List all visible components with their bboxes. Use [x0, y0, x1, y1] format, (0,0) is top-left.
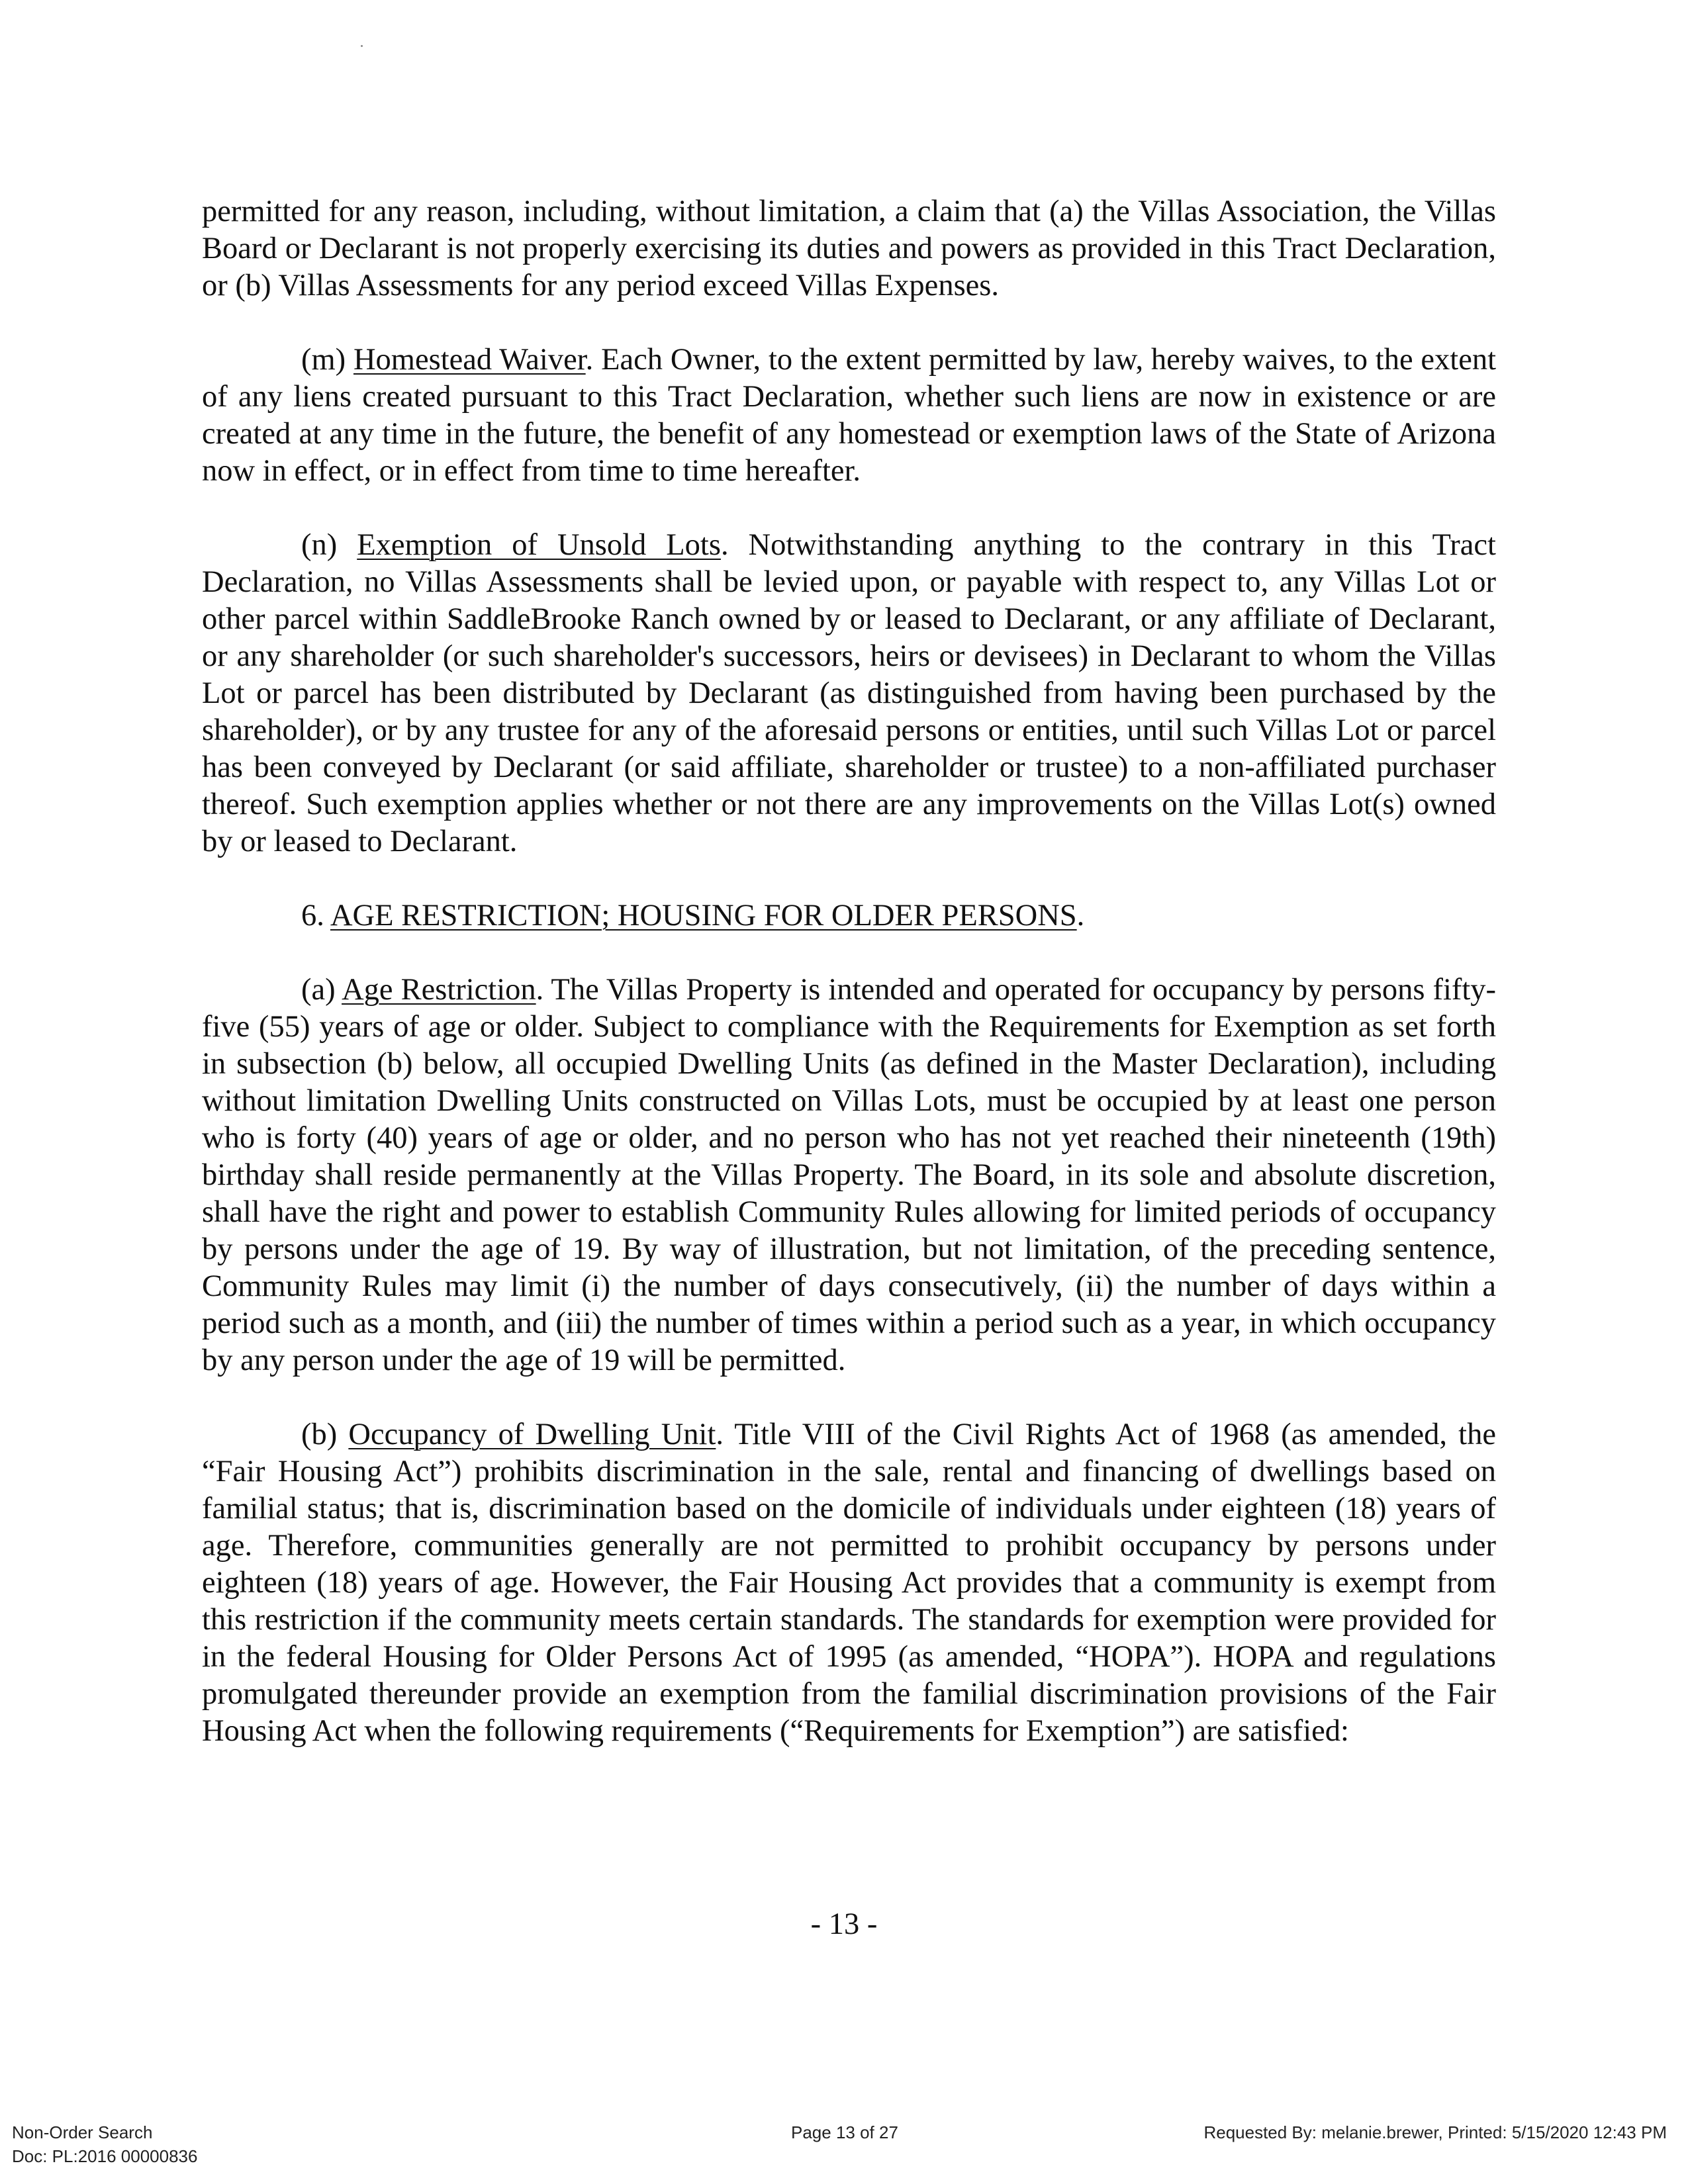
- paragraph-text: . Title VIII of the Civil Rights Act of 1968 (as amended, the “Fair Housing Act”) prohibits discrimination in the sale, rental and financing of dwellings based on familial status; that is, discrimination based on the domicile of individuals under eighteen (18) years of age. Therefore, communities generally are not permitted to prohibit occupancy by persons under eighteen (18) years of age. However, the Fair Housing Act provides that a community is exempt from this restriction if the community meets certain standards. The standards for exemption were provided for in the federal Housing for Older Persons Act of 1995 (as amended, “HOPA”). HOPA and regulations promulgated thereunder provide an exemption from the familial discrimination provisions of the Fair Housing Act when the following requirements (“Requirements for Exemption”) are satisfied:: [202, 1418, 1496, 1748]
- footer-requested-by: Requested By: melanie.brewer, Printed: 5/15/2020 12:43 PM: [1203, 2122, 1667, 2142]
- paragraph-exemption-unsold-lots: [202, 527, 1496, 860]
- paragraph-heading: Occupancy of Dwelling Unit: [348, 1418, 716, 1451]
- paragraph-gap: [202, 304, 1496, 341]
- paragraph-continuation: permitted for any reason, including, without limitation, a claim that (a) the Villas Association, the Villas Board or Declarant is not properly exercising its duties and powers as provided in this Tract Declaration, or (b) Villas Assessments for any period exceed Villas Expenses.: [202, 195, 1496, 302]
- paragraph-text: . Each Owner, to the extent permitted by law, hereby waives, to the extent of any liens created pursuant to this Tract Declaration, whether such liens are now in existence or are created at any time in the future, the benefit of any homestead or exemption laws of the State of Arizona now in effect, or in effect from time to time hereafter.: [202, 343, 1497, 488]
- paragraph-heading: Exemption of Unsold Lots: [357, 528, 721, 562]
- paragraph-gap: [202, 934, 1496, 972]
- footer-search-type: Non-Order Search: [12, 2122, 153, 2142]
- section-number: 6.: [301, 899, 330, 933]
- paragraph-marker: (b): [301, 1418, 349, 1451]
- scan-speck: [361, 45, 363, 47]
- paragraph-text: . Notwithstanding anything to the contrary in this Tract Declaration, no Villas Assessments shall be levied upon, or payable with respect to, any Villas Lot or other parcel within SaddleBrooke Ranch owned by or leased to Declarant, or any affiliate of Declarant, or any shareholder (or such shareholder's successors, heirs or devisees) in Declarant to whom the Villas Lot or parcel has been distributed by Declarant (as distinguished from having been purchased by the shareholder), or by any trustee for any of the aforesaid persons or entities, until such Villas Lot or parcel has been conveyed by Declarant (or said affiliate, shareholder or trustee) to a non-affiliated purchaser thereof. Such exemption applies whether or not there are any improvements on the Villas Lot(s) owned by or leased to Declarant.: [202, 528, 1496, 858]
- footer-page-count: Page 13 of 27: [791, 2122, 898, 2142]
- section-suffix: .: [1076, 899, 1085, 933]
- footer-doc-id: Doc: PL:2016 00000836: [12, 2146, 198, 2166]
- paragraph-heading: Age Restriction: [342, 973, 536, 1007]
- paragraph-homestead-waiver: [202, 341, 1496, 490]
- document-body: [202, 193, 1496, 1750]
- paragraph-occupancy-dwelling-unit: [202, 1416, 1496, 1750]
- paragraph-gap: [202, 1379, 1496, 1416]
- paragraph-gap: [202, 490, 1496, 527]
- section-title: AGE RESTRICTION; HOUSING FOR OLDER PERSONS: [330, 899, 1077, 933]
- paragraph-heading: Homestead Waiver: [353, 343, 586, 377]
- paragraph-marker: (n): [301, 528, 357, 562]
- paragraph-gap: [202, 860, 1496, 897]
- paragraph-marker: (a): [301, 973, 342, 1007]
- section-heading: [202, 897, 1496, 934]
- paragraph-text: . The Villas Property is intended and operated for occupancy by persons fifty-five (55) years of age or older. Subject to compliance with the Requirements for Exemption as set forth in subsection (b) below, all occupied Dwelling Units (as defined in the Master Declaration), including without limitation Dwelling Units constructed on Villas Lots, must be occupied by at least one person who is forty (40) years of age or older, and no person who has not yet reached their nineteenth (19th) birthday shall reside permanently at the Villas Property. The Board, in its sole and absolute discretion, shall have the right and power to establish Community Rules allowing for limited periods of occupancy by persons under the age of 19. By way of illustration, but not limitation, of the preceding sentence, Community Rules may limit (i) the number of days consecutively, (ii) the number of days within a period such as a month, and (iii) the number of times within a period such as a year, in which occupancy by any person under the age of 19 will be permitted.: [202, 973, 1496, 1377]
- paragraph-age-restriction: [202, 972, 1496, 1379]
- paragraph-marker: (m): [301, 343, 353, 377]
- page-number: - 13 -: [810, 1907, 878, 1941]
